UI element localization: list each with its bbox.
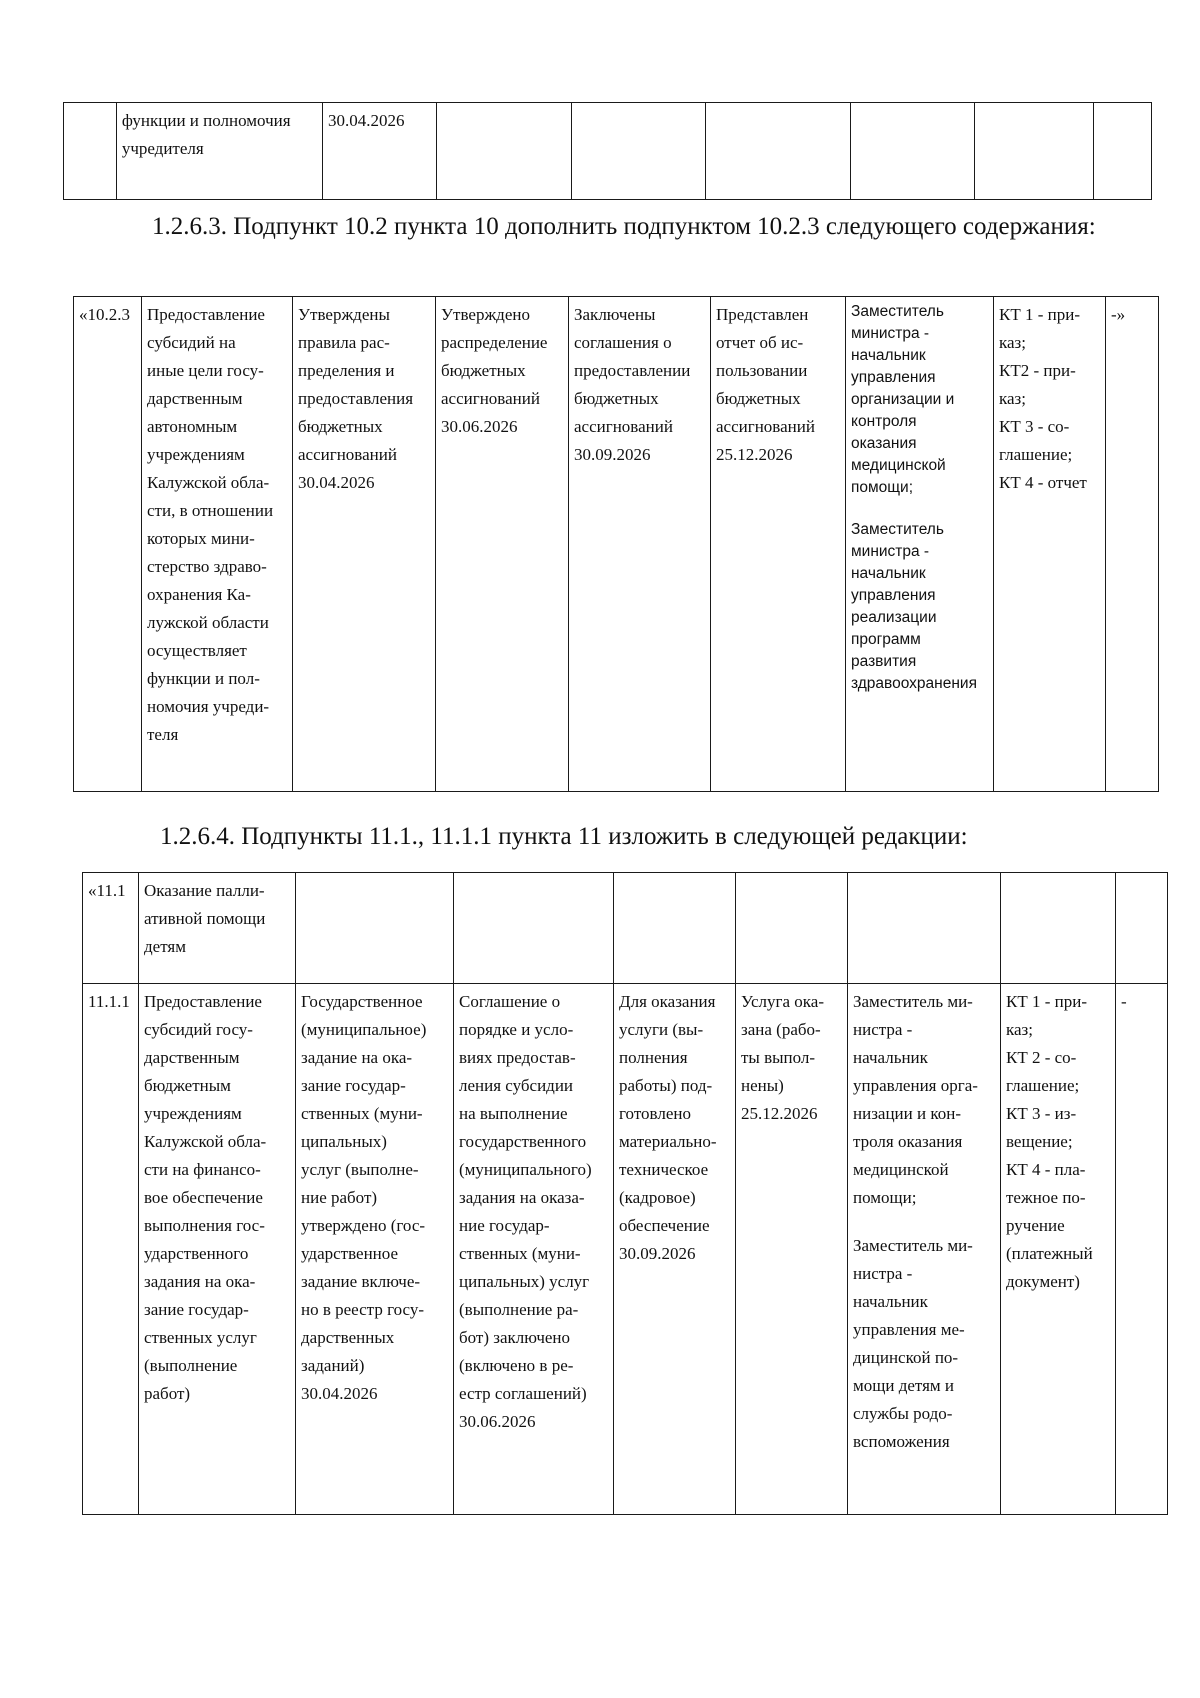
table-10-2-3 <box>73 296 1159 792</box>
responsible-cell: Заместитель министра - начальник управления организации и контроля оказания медицинской помощи; Заместитель министра - начальник управления реализации программ развития здравоохранения <box>846 297 994 792</box>
table-cell <box>436 103 571 200</box>
table-row <box>64 103 1152 200</box>
checkpoint-3-cell: Для оказания услуги (вы- полнения работы) под- готовлено материально- техническое (кадровое) обеспечение 30.09.2026 <box>614 984 736 1515</box>
table-cell <box>614 873 736 984</box>
measure-name-cell: Предоставление субсидий госу- дарственным бюджетным учреждениям Калужской обла- сти на финансо- вое обеспечение выполнения гос- ударственного задания на ока- зание государ- ственных услуг (выполнение работ) <box>139 984 296 1515</box>
row-number-cell: 11.1.1 <box>83 984 139 1515</box>
checkpoint-4-cell: Представлен отчет об ис- пользовании бюджетных ассигнований 25.12.2026 <box>711 297 846 792</box>
table-row <box>83 984 1168 1515</box>
table-row <box>74 297 1159 792</box>
measure-name-cell: Предоставление субсидий на иные цели госу- дарственным автономным учреждениям Калужской обла- сти, в отношении которых мини- стерство здраво- охранения Ка- лужской области осуществляет функции и пол- номочия учреди- теля <box>142 297 293 792</box>
table-11-1 <box>82 872 1168 1515</box>
end-cell: - <box>1116 984 1168 1515</box>
documents-cell: КТ 1 - при- каз; КТ 2 - со- глашение; КТ 3 - из- вещение; КТ 4 - пла- тежное по- ручение (платежный документ) <box>1001 984 1116 1515</box>
end-cell: -» <box>1106 297 1159 792</box>
paragraph-10-2-3: 1.2.6.3. Подпункт 10.2 пункта 10 дополнить подпунктом 10.2.3 следующего содержания: <box>152 213 1096 240</box>
checkpoint-2-cell: Утверждено распределение бюджетных ассигнований 30.06.2026 <box>436 297 569 792</box>
table-cell <box>1001 873 1116 984</box>
table-cell <box>1116 873 1168 984</box>
measure-name-cell: Оказание палли- ативной помощи детям <box>139 873 296 984</box>
paragraph-11-1: 1.2.6.4. Подпункты 11.1., 11.1.1 пункта 11 изложить в следующей редакции: <box>160 823 968 850</box>
checkpoint-3-cell: Заключены соглашения о предоставлении бюджетных ассигнований 30.09.2026 <box>569 297 711 792</box>
checkpoint-2-cell: Соглашение о порядке и усло- виях предостав- ления субсидии на выполнение государственного (муниципального) задания на оказа- ние государ- ственных (муни- ципальных) услуг (выполнение ра- бот) заключено (включено в ре- естр соглашений) 30.06.2026 <box>454 984 614 1515</box>
continuation-table <box>63 102 1152 200</box>
row-number-cell: «11.1 <box>83 873 139 984</box>
table-cell <box>848 873 1001 984</box>
table-cell <box>571 103 705 200</box>
table-cell <box>736 873 848 984</box>
checkpoint-1-cell: Государственное (муниципальное) задание на ока- зание государ- ственных (муни- ципальных) услуг (выполне- ние работ) утверждено (гос- ударственное задание включе- но в реестр госу- дарственных заданий) 30.04.2026 <box>296 984 454 1515</box>
responsible-cell: Заместитель ми- нистра - начальник управления орга- низации и кон- троля оказания медицинской помощи; Заместитель ми- нистра - начальник управления ме- дицинской по- мощи детям и службы родо- вспоможения <box>848 984 1001 1515</box>
table-cell: функции и полномочия учредителя <box>116 103 322 200</box>
table-cell <box>296 873 454 984</box>
table-cell <box>454 873 614 984</box>
documents-cell: КТ 1 - при- каз; КТ2 - при- каз; КТ 3 - со- глашение; КТ 4 - отчет <box>994 297 1106 792</box>
table-row <box>83 873 1168 984</box>
table-cell <box>1094 103 1152 200</box>
table-cell <box>706 103 851 200</box>
checkpoint-4-cell: Услуга ока- зана (рабо- ты выпол- нены) 25.12.2026 <box>736 984 848 1515</box>
checkpoint-1-cell: Утверждены правила рас- пределения и предоставления бюджетных ассигнований 30.04.2026 <box>293 297 436 792</box>
table-cell <box>975 103 1094 200</box>
table-cell <box>64 103 117 200</box>
table-cell <box>851 103 975 200</box>
row-number-cell: «10.2.3 <box>74 297 142 792</box>
table-cell: 30.04.2026 <box>323 103 437 200</box>
